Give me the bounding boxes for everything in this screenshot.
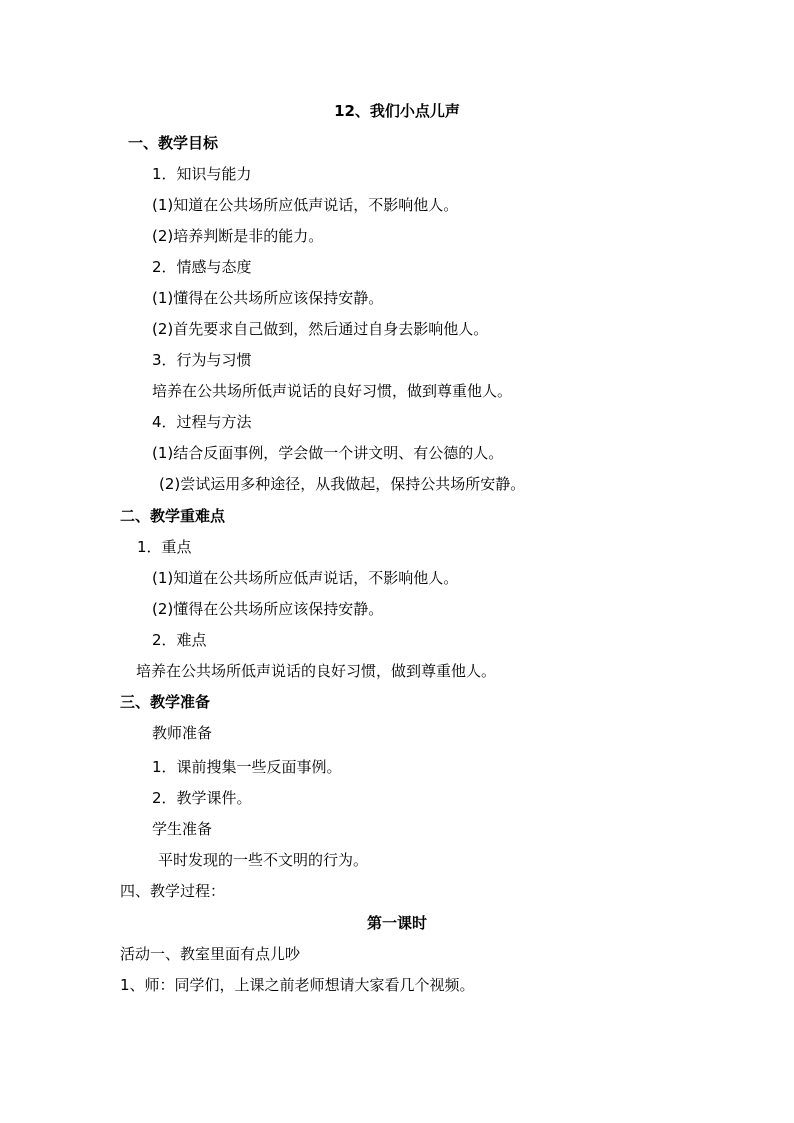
subheading-student: 学生准备 xyxy=(152,820,213,838)
document-title: 12、我们小点儿声 xyxy=(334,102,460,120)
paragraph: (2)懂得在公共场所应该保持安静。 xyxy=(152,600,384,618)
lesson-title: 第一课时 xyxy=(366,914,427,932)
paragraph: (1)知道在公共场所应低声说话，不影响他人。 xyxy=(152,196,459,214)
paragraph: (1)知道在公共场所应低声说话，不影响他人。 xyxy=(152,569,459,587)
subheading-process: 4．过程与方法 xyxy=(152,413,252,431)
paragraph: (2)培养判断是非的能力。 xyxy=(152,227,324,245)
paragraph: 2．教学课件。 xyxy=(152,789,252,807)
subheading-emotion: 2．情感与态度 xyxy=(152,258,252,276)
section-heading-process: 四、教学过程： xyxy=(120,882,226,900)
section-heading-key-points: 二、教学重难点 xyxy=(120,507,226,525)
subheading-difficulty: 2．难点 xyxy=(152,631,207,649)
paragraph: (1)懂得在公共场所应该保持安静。 xyxy=(152,289,384,307)
subheading-key: 1．重点 xyxy=(137,538,192,556)
paragraph: 培养在公共场所低声说话的良好习惯，做到尊重他人。 xyxy=(152,382,513,400)
paragraph: 培养在公共场所低声说话的良好习惯，做到尊重他人。 xyxy=(136,662,497,680)
paragraph: 1、师：同学们，上课之前老师想请大家看几个视频。 xyxy=(120,976,475,994)
paragraph: 1．课前搜集一些反面事例。 xyxy=(152,758,342,776)
subheading-behavior: 3．行为与习惯 xyxy=(152,351,252,369)
paragraph: (1)结合反面事例，学会做一个讲文明、有公德的人。 xyxy=(152,444,504,462)
paragraph: (2)首先要求自己做到，然后通过自身去影响他人。 xyxy=(152,320,489,338)
section-heading-objectives: 一、教学目标 xyxy=(128,134,219,152)
subheading-teacher: 教师准备 xyxy=(152,724,213,742)
section-heading-preparation: 三、教学准备 xyxy=(120,693,211,711)
paragraph: 平时发现的一些不文明的行为。 xyxy=(158,851,369,869)
subheading-knowledge: 1．知识与能力 xyxy=(152,165,252,183)
paragraph: (2)尝试运用多种途径，从我做起，保持公共场所安静。 xyxy=(159,475,526,493)
activity-heading: 活动一、教室里面有点儿吵 xyxy=(120,945,301,963)
